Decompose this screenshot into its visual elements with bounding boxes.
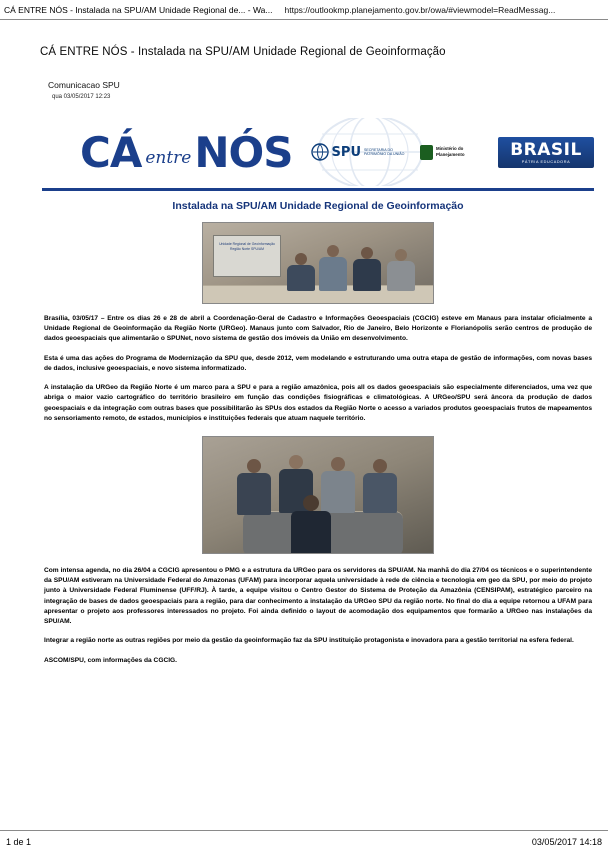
photo-team-meeting <box>202 436 434 554</box>
mail-body <box>0 20 608 852</box>
photo-person-body <box>291 511 331 554</box>
projection-screen <box>213 235 281 277</box>
article-body-2 <box>42 566 594 666</box>
photo-meeting-presentation <box>202 222 434 304</box>
ca-entre-nos-logo <box>80 128 292 177</box>
mail-date: qua 03/05/2017 12:23 <box>52 94 111 100</box>
photo-person-head <box>331 457 345 471</box>
print-footer <box>0 830 608 852</box>
article-paragraph: Integrar a região norte as outras regiões por meio da gestão da geoinformação faz da SPU instituição protagonista e inovadora para a gestão territorial na esfera federal. <box>44 637 574 645</box>
photo-person-head <box>361 247 373 259</box>
photo-person-body <box>387 261 415 291</box>
logo-nos-text: NÓS <box>194 127 293 177</box>
photo-person-body <box>319 257 347 291</box>
photo-person-head <box>289 455 303 469</box>
mail-subject: CÁ ENTRE NÓS - Instalada na SPU/AM Unidade Regional de Geoinformação <box>40 46 446 58</box>
ministry-label: Ministério do Planejamento <box>436 146 465 157</box>
print-timestamp: 03/05/2017 14:18 <box>531 836 602 847</box>
article-paragraph: Brasília, 03/05/17 – Entre os dias 26 e 28 de abril a Coordenação-Geral de Cadastro e Informações Geoespaciais (CGCIG) esteve em Manaus para instalar oficialmente a Unidade Regional de Geoinformação da Região Norte (URGeo). Manaus junto com Salvador, Rio de Janeiro, Belo Horizonte e Florianópolis serão centros de produção de dados geoespaciais que alimentarão o SPUNet, novo sistema de gestão dos imóveis da União em desenvolvimento. <box>44 315 592 343</box>
projection-screen-text: Unidade Regional de Geoinformação Região Norte SPU/AM <box>219 242 275 252</box>
photo-person-head <box>395 249 407 261</box>
page-indicator: 1 de 1 <box>6 836 32 847</box>
article-paragraph: Esta é uma das ações do Programa de Modernização da SPU que, desde 2012, vem modelando e estruturando uma outra etapa de gestão de informações, com novas bases de dados, inclusive geoespaciais, e novo sistema informatizado. <box>44 354 592 372</box>
header-divider <box>42 188 594 191</box>
print-header <box>0 0 608 20</box>
newsletter-header <box>42 118 594 186</box>
spu-logo <box>311 143 410 161</box>
photo-person-head <box>327 245 339 257</box>
spu-subtitle: SECRETARIA DO PATRIMÔNIO DA UNIÃO <box>364 147 405 156</box>
partner-logos <box>311 137 594 168</box>
photo-person-body <box>237 473 271 515</box>
photo-person-body <box>321 471 355 513</box>
photo-person-head <box>303 495 319 511</box>
article-paragraph: A instalação da URGeo da Região Norte é um marco para a SPU e para a região amazônica, pois all os dados geoespaciais são especialmente diferenciados, uma vez que abriga o maior vazio cartográfico do território brasileiro em função das condições fisiográficas e climatológicas. A URGeo/SPU será âncora da produção de dados geoespaciais e da integração com outras bases que possibilitarão às SPUs dos estados da Região Norte o acesso a variados produtos geoespaciais frutos de mapeamentos no sensoriamento remoto, de estados, municípios e instituições federais que atuam naquele território. <box>44 384 592 422</box>
newsletter-headline: Instalada na SPU/AM Unidade Regional de Geoinformação <box>172 200 464 212</box>
brasil-sublabel: PÁTRIA EDUCADORA <box>521 159 571 164</box>
logo-ca-text: CÁ <box>80 127 142 177</box>
photo-person-body <box>287 265 315 291</box>
brasil-label: BRASIL <box>510 139 582 160</box>
article-paragraph: Com intensa agenda, no dia 26/04 a CGCIG apresentou o PMG e a estrutura da URGeo para os servidores da SPU/AM. Na manhã do dia 27/04 os técnicos e o superintendente da SPU/AM estiveram na Universidade Federal do Amazonas (UFAM) para incorporar aquela universidade à rede de ciência e tecnologia em geo da SPU, por meio do projeto junto à Universidade Federal Fluminense (UFF/RJ). À tarde, a equipe visitou o Centro Gestor do Sistema de Proteção da Amazônia (CENSIPAM), estratégico parceiro na integração de bases de dados geoespaciais para a região, para dar conhecimento a instalação da URGeo SPU da região norte. No final do dia a equipe retornou a UFAM para apresentar o projeto aos professores interessados no projeto. Foi ainda definido o layout de acomodação dos equipamentos que formarão a URGeo nas instalações da SPU/AM. <box>44 566 592 626</box>
page-url: https://outlookmp.planejamento.gov.br/owa/#viewmodel=ReadMessag... <box>284 4 556 15</box>
logo-entre-text: entre <box>145 147 192 168</box>
ministry-logo <box>420 145 488 160</box>
photo-person-head <box>247 459 261 473</box>
newsletter <box>42 118 594 666</box>
photo-person-body <box>353 259 381 291</box>
spu-emblem-icon <box>311 143 329 161</box>
spu-acronym: SPU <box>331 144 361 160</box>
mail-sender: Comunicacao SPU <box>48 80 120 90</box>
photo-person-head <box>295 253 307 265</box>
photo-person-head <box>373 459 387 473</box>
browser-tab-title: CÁ ENTRE NÓS - Instalada na SPU/AM Unidade Regional de... - Wa... <box>4 4 273 15</box>
ministry-emblem-icon <box>420 145 433 160</box>
photo-person-body <box>363 473 397 513</box>
brasil-government-logo <box>498 137 594 168</box>
article-body <box>42 314 594 424</box>
article-signature: ASCOM/SPU, com informações da CGCIG. <box>44 656 177 664</box>
